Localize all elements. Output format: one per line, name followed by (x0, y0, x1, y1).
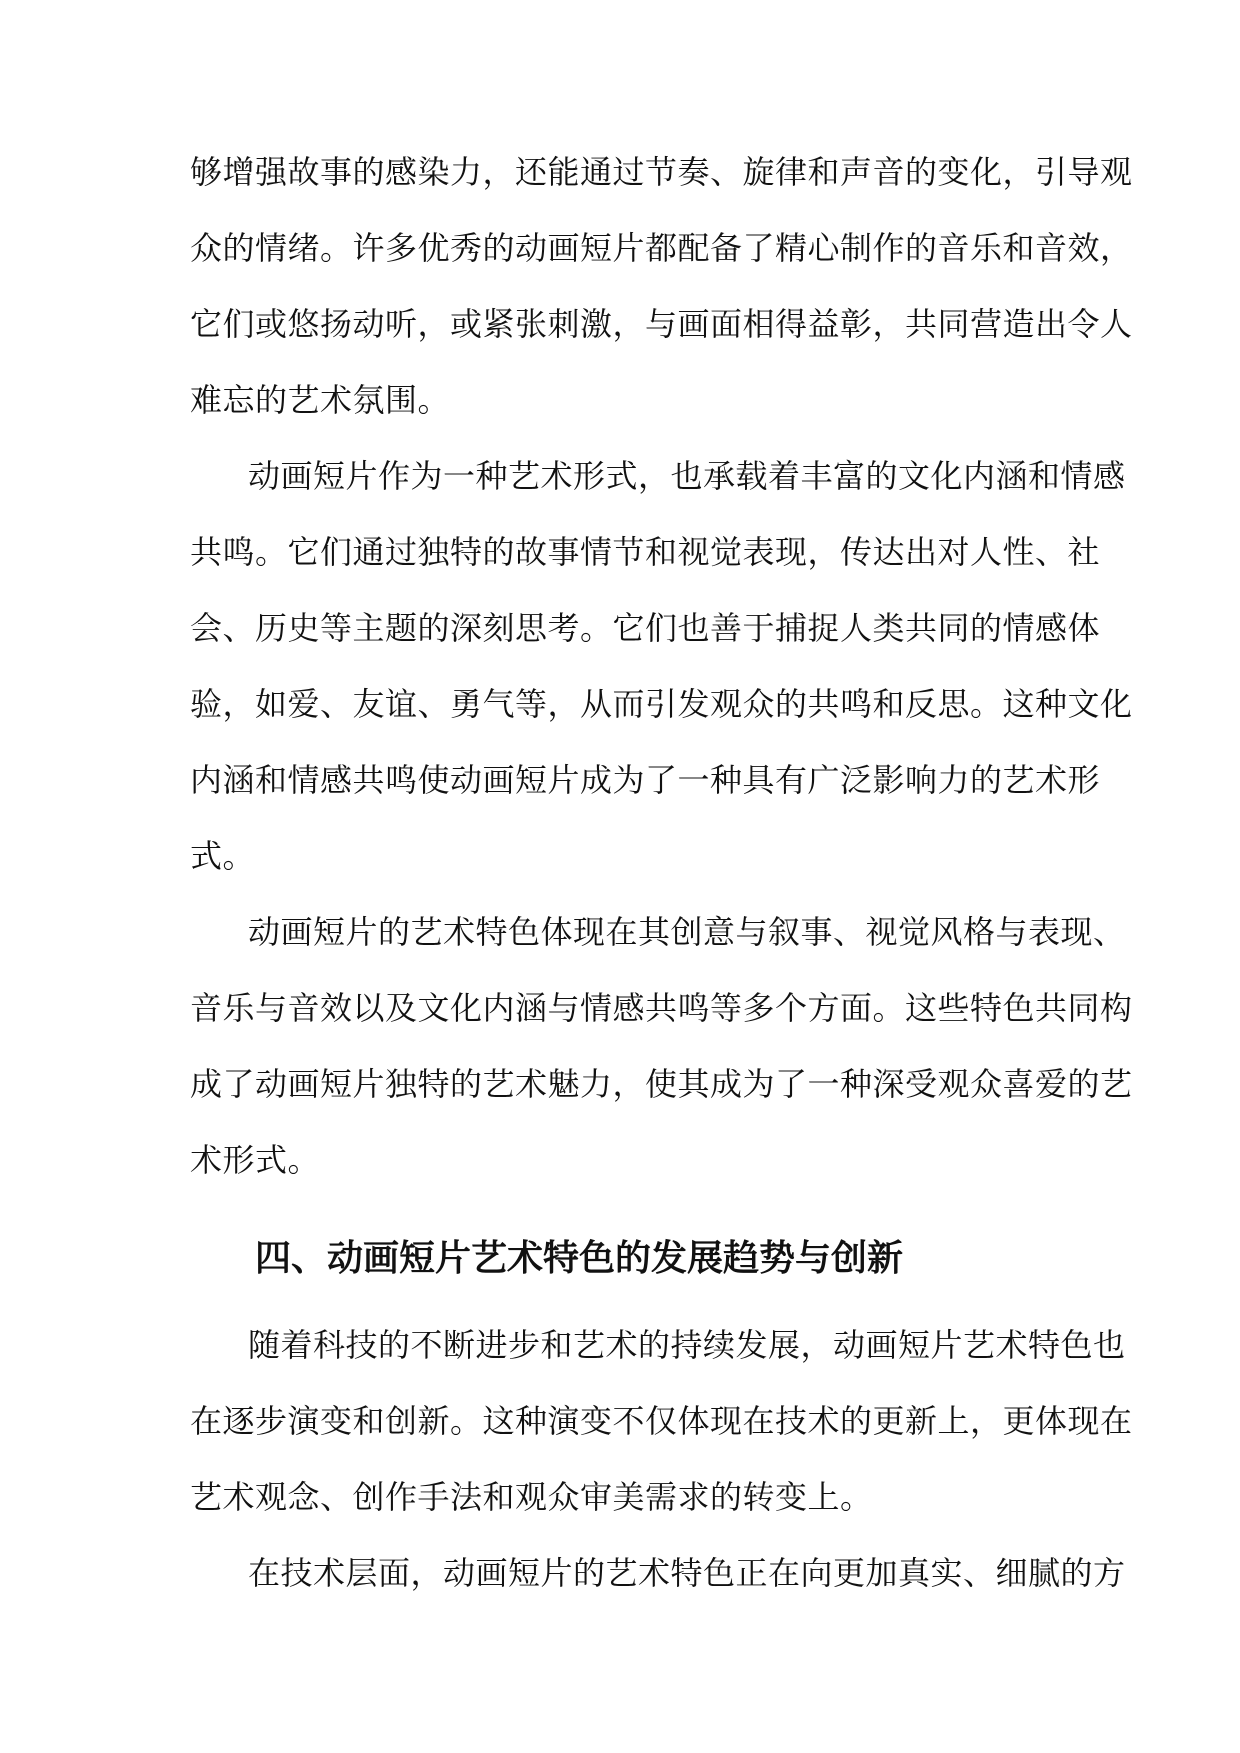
text-line: 术形式。 (190, 1141, 321, 1179)
text-line: 验，如爱、友谊、勇气等，从而引发观众的共鸣和反思。这种文化 (190, 685, 1133, 723)
text-line: 难忘的艺术氛围。 (190, 381, 451, 419)
text-line: 随着科技的不断进步和艺术的持续发展，动画短片艺术特色也 (248, 1326, 1126, 1364)
text-line: 动画短片作为一种艺术形式，也承载着丰富的文化内涵和情感 (248, 457, 1126, 495)
text-line: 共鸣。它们通过独特的故事情节和视觉表现，传达出对人性、社 (190, 533, 1101, 571)
text-line: 够增强故事的感染力，还能通过节奏、旋律和声音的变化，引导观 (190, 153, 1133, 191)
section-heading: 四、动画短片艺术特色的发展趋势与创新 (255, 1238, 904, 1279)
text-line: 在逐步演变和创新。这种演变不仅体现在技术的更新上，更体现在 (190, 1402, 1133, 1440)
text-line: 内涵和情感共鸣使动画短片成为了一种具有广泛影响力的艺术形 (190, 761, 1101, 799)
text-line: 在技术层面，动画短片的艺术特色正在向更加真实、细腻的方 (248, 1554, 1126, 1592)
text-line: 会、历史等主题的深刻思考。它们也善于捕捉人类共同的情感体 (190, 609, 1101, 647)
text-line: 它们或悠扬动听，或紧张刺激，与画面相得益彰，共同营造出令人 (190, 305, 1133, 343)
text-line: 式。 (190, 837, 256, 875)
text-line: 音乐与音效以及文化内涵与情感共鸣等多个方面。这些特色共同构 (190, 989, 1133, 1027)
text-line: 成了动画短片独特的艺术魅力，使其成为了一种深受观众喜爱的艺 (190, 1065, 1133, 1103)
text-line: 动画短片的艺术特色体现在其创意与叙事、视觉风格与表现、 (248, 913, 1126, 951)
text-line: 艺术观念、创作手法和观众审美需求的转变上。 (190, 1478, 873, 1516)
text-line: 众的情绪。许多优秀的动画短片都配备了精心制作的音乐和音效， (190, 229, 1133, 267)
